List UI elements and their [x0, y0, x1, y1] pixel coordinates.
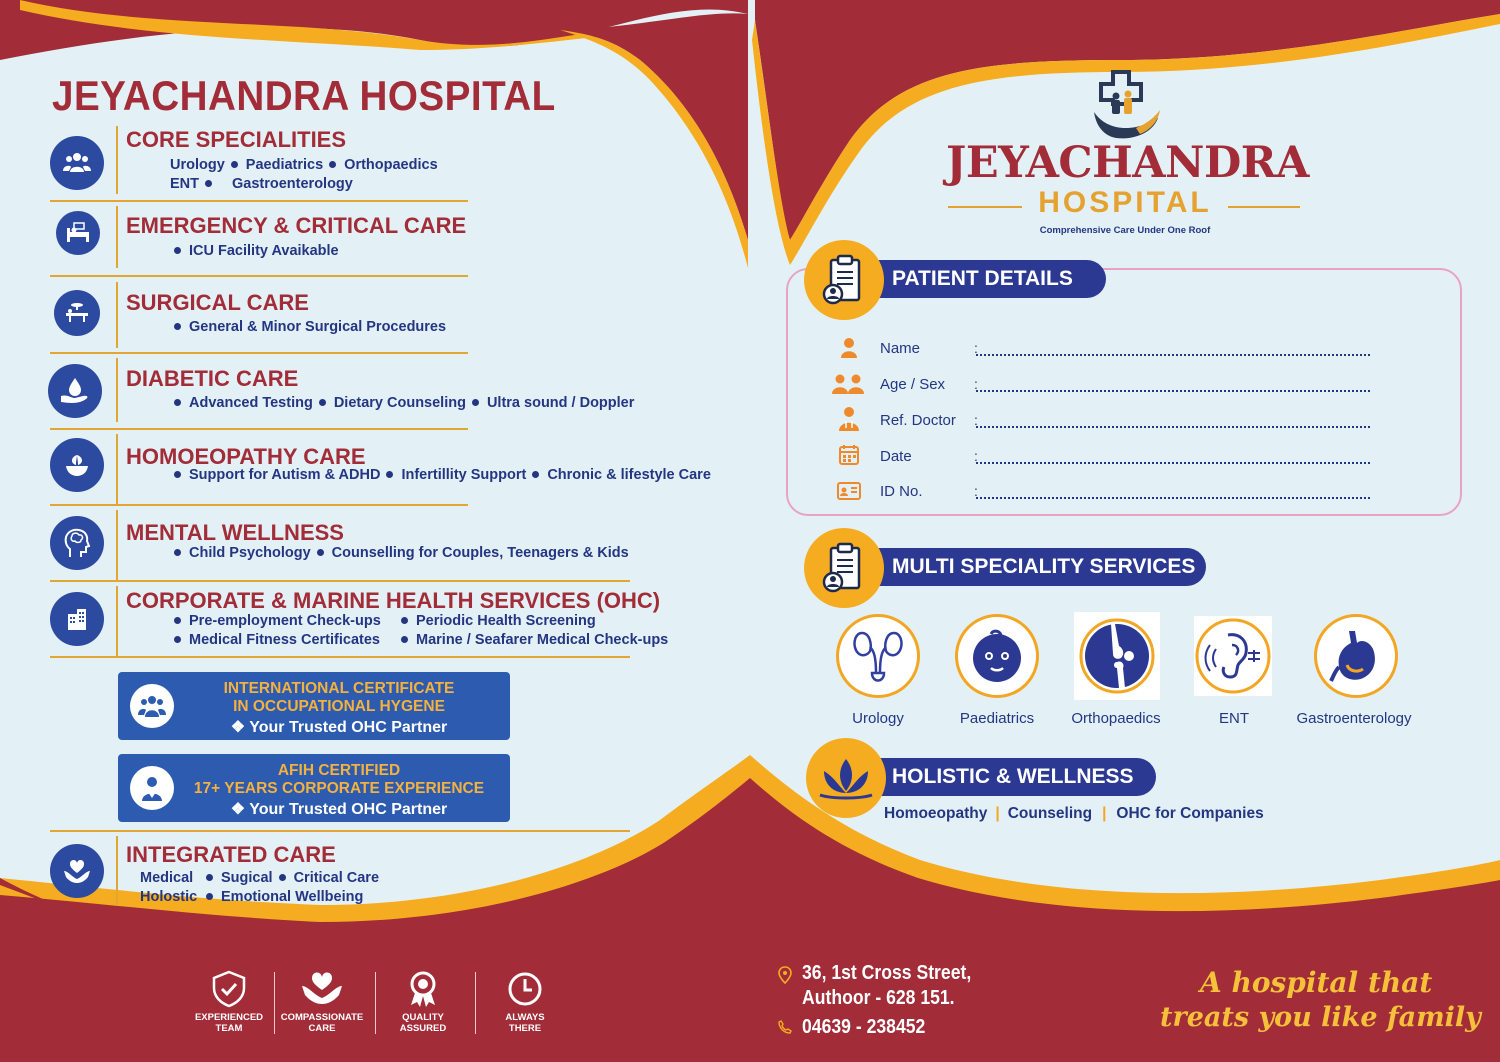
- brain-head-icon: [50, 516, 104, 570]
- list-item: Periodic Health Screening: [416, 613, 596, 629]
- list-item: Sugical: [221, 870, 273, 886]
- field-colon: :: [974, 483, 978, 499]
- page-title: JEYACHANDRA HOSPITAL: [52, 72, 556, 119]
- kidney-icon: [836, 614, 920, 698]
- list-item: OHC for Companies: [1116, 805, 1264, 822]
- feature-quality-assured: QUALITY ASSURED: [378, 970, 468, 1034]
- list-item: Paediatrics: [245, 157, 324, 173]
- list-item: Counseling: [1007, 805, 1093, 822]
- section-title: INTEGRATED CARE: [126, 842, 336, 867]
- doctor-icon: [836, 406, 862, 432]
- phone-icon: [778, 1020, 792, 1034]
- slogan-line-1: A hospital that: [1200, 966, 1433, 999]
- service-label-orthopaedics: Orthopaedics: [1071, 710, 1161, 727]
- section-title: CORE SPECIALITIES: [126, 127, 347, 152]
- holistic-items: Homoeopathy | Counseling | OHC for Companies: [884, 805, 1264, 822]
- list-item: Infertillity Support: [401, 467, 527, 483]
- service-label-ent: ENT: [1219, 710, 1249, 727]
- ear-icon: [1194, 616, 1272, 696]
- clipboard-icon: [804, 528, 884, 608]
- section-title: EMERGENCY & CRITICAL CARE: [126, 213, 467, 238]
- feature-compassionate-care: COMPASSIONATE CARE: [277, 970, 367, 1034]
- section-title: SURGICAL CARE: [126, 290, 309, 315]
- list-item: Ultra sound / Doppler: [486, 395, 635, 411]
- section-title: HOMOEOPATHY CARE: [126, 444, 366, 469]
- list-item: Medical: [140, 870, 194, 886]
- lotus-icon: [806, 738, 886, 818]
- list-item: Urology: [170, 157, 225, 173]
- section-surgical: [48, 282, 468, 348]
- field-label-id-no: ID No.: [880, 483, 923, 500]
- badge-line: IN OCCUPATIONAL HYGENE: [233, 698, 445, 715]
- clock-icon: [506, 970, 544, 1008]
- couple-icon: [830, 373, 866, 395]
- address-line-1: 36, 1st Cross Street,: [802, 962, 972, 984]
- clipboard-icon: [804, 240, 884, 320]
- section-diabetic: [48, 358, 635, 424]
- list-item: Orthopaedics: [344, 157, 438, 173]
- team-icon: [130, 684, 174, 728]
- stomach-icon: [1314, 614, 1398, 698]
- field-colon: :: [974, 412, 978, 428]
- list-item: Chronic & lifestyle Care: [547, 467, 711, 483]
- section-title: CORPORATE & MARINE HEALTH SERVICES (OHC): [126, 588, 661, 613]
- list-item: General & Minor Surgical Procedures: [189, 319, 447, 335]
- herbal-bowl-icon: [50, 438, 104, 492]
- ref-doctor-field[interactable]: [976, 412, 1370, 428]
- section-homoeopathy: [48, 434, 711, 504]
- badge-tagline: ❖ Your Trusted OHC Partner: [230, 719, 448, 736]
- hospital-bed-icon: [56, 211, 100, 255]
- address-line-2: Authoor - 628 151.: [802, 987, 955, 1009]
- field-label-name: Name: [880, 340, 921, 357]
- field-colon: :: [974, 340, 978, 356]
- calendar-icon: [836, 444, 862, 466]
- heart-hands-icon: [50, 844, 104, 898]
- service-label-gastroenterology: Gastroenterology: [1296, 710, 1412, 727]
- shield-check-icon: [211, 970, 247, 1008]
- badge-line: 17+ YEARS CORPORATE EXPERIENCE: [193, 780, 485, 797]
- list-item: ICU Facility Avaikable: [189, 243, 339, 259]
- name-field[interactable]: [976, 340, 1370, 356]
- section-title: DIABETIC CARE: [126, 366, 299, 391]
- list-item: Child Psychology: [189, 545, 311, 561]
- list-item: Critical Care: [293, 870, 380, 886]
- certificate-badge: [118, 672, 510, 740]
- patient-details-heading: PATIENT DETAILS: [878, 260, 1106, 298]
- knee-joint-icon: [1074, 612, 1160, 700]
- slogan-line-2: treats you like family: [1160, 1002, 1481, 1033]
- field-label-ref-doctor: Ref. Doctor: [880, 412, 956, 429]
- service-label-urology: Urology: [852, 710, 904, 727]
- list-item: Support for Autism & ADHD: [189, 467, 381, 483]
- holistic-heading: HOLISTIC & WELLNESS: [878, 758, 1156, 796]
- list-item: Pre-employment Check-ups: [189, 613, 381, 629]
- services-heading: MULTI SPECIALITY SERVICES: [878, 548, 1206, 586]
- list-item: Advanced Testing: [189, 395, 313, 411]
- list-item: Gastroenterology: [232, 176, 353, 192]
- doctor-icon: [130, 766, 174, 810]
- field-label-date: Date: [880, 448, 912, 465]
- id-card-icon: [836, 480, 862, 502]
- surgery-table-icon: [54, 290, 100, 336]
- feature-always-there: ALWAYS THERE: [480, 970, 570, 1034]
- list-item: Counselling for Couples, Teenagers & Kids: [331, 545, 629, 561]
- id-no-field[interactable]: [976, 483, 1370, 499]
- building-icon: [50, 592, 104, 646]
- badge-line: AFIH CERTIFIED: [277, 762, 401, 779]
- award-ribbon-icon: [405, 970, 441, 1008]
- list-item: Medical Fitness Certificates: [189, 632, 380, 648]
- section-corporate-ohc: [48, 586, 669, 656]
- list-item: ENT: [170, 176, 199, 192]
- list-item: Holostic: [140, 889, 198, 905]
- section-emergency: [48, 206, 468, 270]
- section-mental-wellness: [48, 510, 629, 580]
- section-core-specialities: [48, 126, 468, 196]
- blood-drop-hand-icon: [48, 364, 102, 418]
- location-pin-icon: [778, 966, 792, 984]
- section-integrated-care: [48, 836, 468, 908]
- afih-badge: [118, 754, 510, 822]
- list-item: Dietary Counseling: [333, 395, 466, 411]
- field-label-age-sex: Age / Sex: [880, 376, 946, 393]
- feature-experienced-team: EXPERIENCED TEAM: [184, 970, 274, 1034]
- logo-tagline: Comprehensive Care Under One Roof: [1039, 225, 1211, 236]
- date-field[interactable]: [976, 448, 1370, 464]
- list-item: Homoeopathy: [884, 805, 988, 822]
- section-title: MENTAL WELLNESS: [126, 520, 344, 545]
- person-icon: [836, 337, 862, 359]
- logo-name: JEYACHANDRA: [946, 138, 1309, 188]
- badge-line: INTERNATIONAL CERTIFICATE: [223, 680, 455, 697]
- badge-tagline: ❖ Your Trusted OHC Partner: [230, 801, 448, 818]
- phone-number: 04639 - 238452: [802, 1016, 926, 1038]
- logo-sub: HOSPITAL: [1038, 186, 1212, 219]
- heart-hands-icon: [299, 970, 345, 1008]
- service-label-paediatrics: Paediatrics: [959, 710, 1035, 727]
- baby-face-icon: [955, 614, 1039, 698]
- field-colon: :: [974, 448, 978, 464]
- hospital-logo-icon: [1086, 68, 1166, 142]
- field-colon: :: [974, 376, 978, 392]
- list-item: Emotional Wellbeing: [221, 889, 364, 905]
- age-sex-field[interactable]: [976, 376, 1370, 392]
- list-item: Marine / Seafarer Medical Check-ups: [416, 632, 669, 648]
- group-icon: [50, 136, 104, 190]
